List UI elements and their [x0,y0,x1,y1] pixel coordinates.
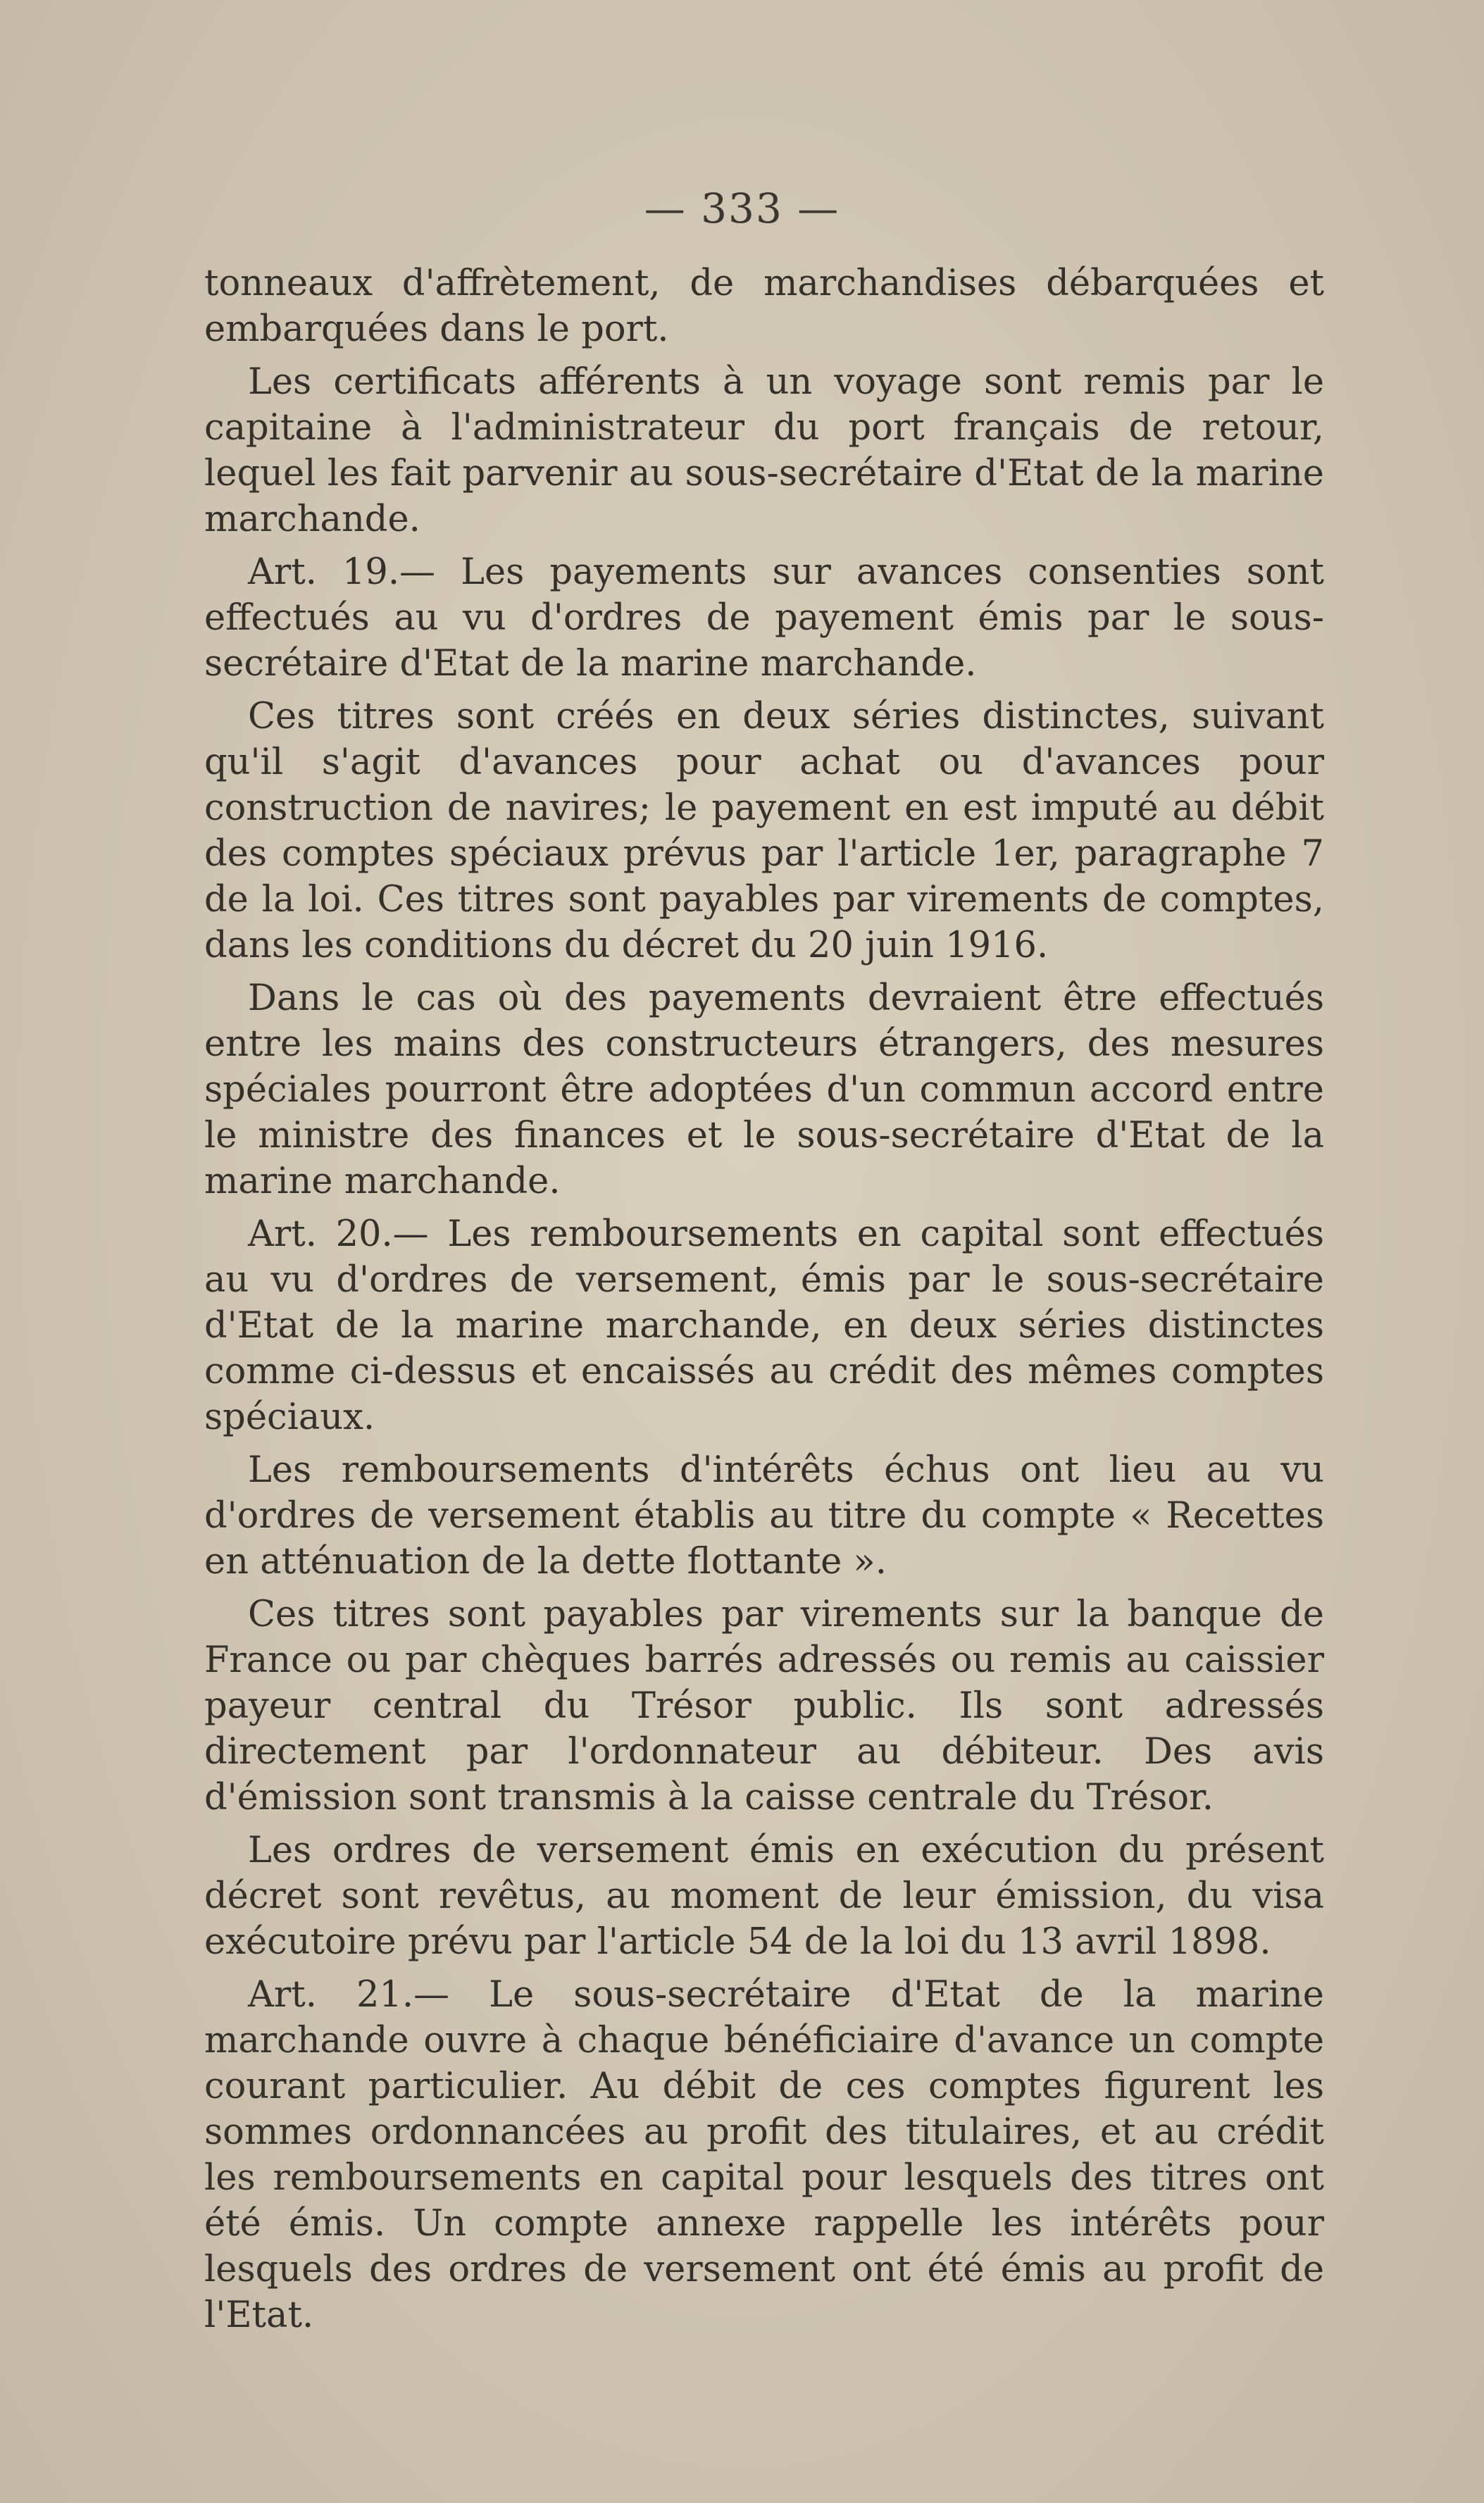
paragraph-article-21: Art. 21.— Le sous-secrétaire d'Etat de la marine marchande ouvre à chaque bénéficiaire d'avance un compte courant particulier. Au débit de ces comptes figurent les sommes ordonnancées au profit des titulaires, et au crédit les remboursements en capital pour lesquels des titres ont été émis. Un compte annexe rappelle les intérêts pour lesquels des ordres de versement ont été émis au profit de l'Etat. [204,1974,1324,2336]
paragraph: Dans le cas où des payements devraient être effectués entre les mains des constructeurs étrangers, des mesures spéciales pourront être adoptées d'un commun accord entre le ministre des finances et le sous-secrétaire d'Etat de la marine marchande. [204,978,1324,1202]
paragraph: Les remboursements d'intérêts échus ont lieu au vu d'ordres de versement établis au titre du compte « Recettes en atténuation de la dette flottante ». [204,1449,1324,1583]
paragraph: Les certificats afférents à un voyage sont remis par le capitaine à l'administrateur du port français de retour, lequel les fait parvenir au sous-secrétaire d'Etat de la marine marchande. [204,361,1324,540]
paragraph: tonneaux d'affrètement, de marchandises débarquées et embarquées dans le port. [204,263,1324,350]
paragraph: Ces titres sont payables par virements sur la banque de France ou par chèques barrés adressés ou remis au caissier payeur central du Trésor public. Ils sont adressés directement par l'ordonnateur au débiteur. Des avis d'émission sont transmis à la caisse centrale du Trésor. [204,1594,1324,1818]
paragraph-article-19: Art. 19.— Les payements sur avances consenties sont effectués au vu d'ordres de payement émis par le sous-secrétaire d'Etat de la marine marchande. [204,551,1324,685]
body-text [204,261,1324,2345]
paragraph-article-20: Art. 20.— Les remboursements en capital sont effectués au vu d'ordres de versement, émis par le sous-secrétaire d'Etat de la marine marchande, en deux séries distinctes comme ci-dessus et encaissés au crédit des mêmes comptes spéciaux. [204,1213,1324,1438]
paragraph: Ces titres sont créés en deux séries distinctes, suivant qu'il s'agit d'avances pour achat ou d'avances pour construction de navires; le payement en est imputé au débit des comptes spéciaux prévus par l'article 1er, paragraphe 7 de la loi. Ces titres sont payables par virements de comptes, dans les conditions du décret du 20 juin 1916. [204,696,1324,966]
paragraph: Les ordres de versement émis en exécution du présent décret sont revêtus, au moment de leur émission, du visa exécutoire prévu par l'article 54 de la loi du 13 avril 1898. [204,1830,1324,1963]
page-number: — 333 — [644,185,840,232]
